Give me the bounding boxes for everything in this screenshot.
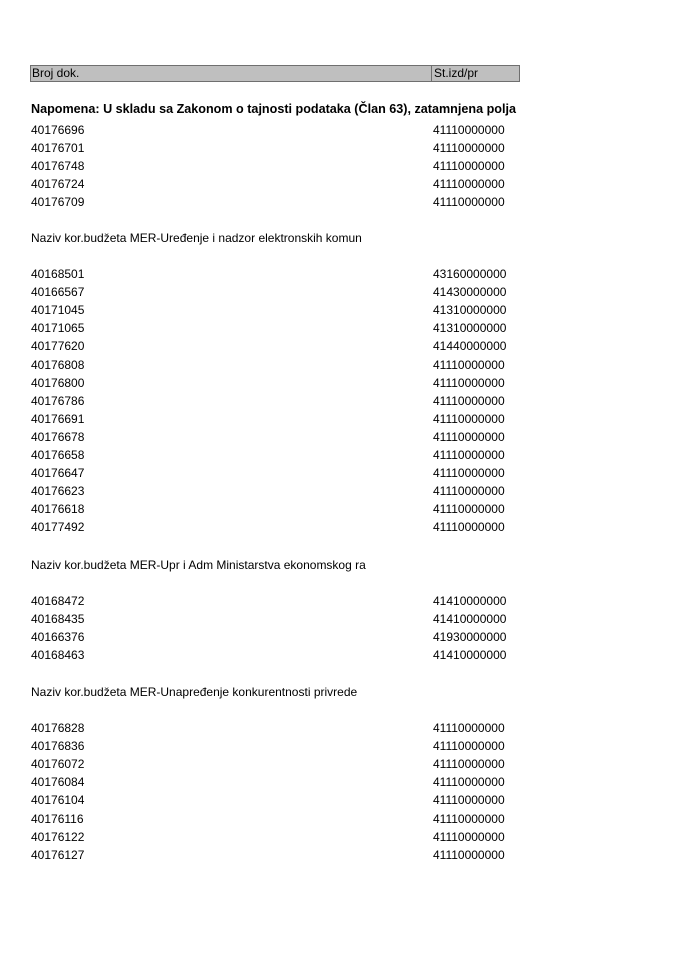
account-code: 41110000000 [433, 393, 505, 408]
document-number: 40176748 [31, 159, 85, 174]
table-row [31, 846, 521, 864]
account-code: 41110000000 [433, 793, 505, 808]
account-code: 41110000000 [433, 429, 505, 444]
account-code: 41110000000 [433, 811, 505, 826]
document-number: 40176116 [31, 811, 84, 826]
table-row [31, 319, 521, 337]
document-number: 40176104 [31, 793, 85, 808]
table-row [31, 374, 521, 392]
table-row [31, 755, 521, 773]
table-row [31, 446, 521, 464]
account-code: 41110000000 [433, 520, 505, 535]
account-code: 41430000000 [433, 285, 507, 300]
table-row [31, 301, 521, 319]
table-row [31, 518, 521, 536]
table-row [31, 337, 521, 355]
document-number: 40168472 [31, 594, 85, 608]
account-code: 41110000000 [433, 775, 505, 790]
table-row [31, 193, 521, 211]
table-row [31, 628, 521, 646]
table-row [31, 500, 521, 518]
account-code: 41110000000 [433, 177, 505, 192]
account-code: 41110000000 [433, 847, 505, 862]
document-number: 40176701 [31, 141, 85, 156]
table-row [31, 592, 521, 610]
table-row [31, 482, 521, 500]
document-number: 40177492 [31, 520, 85, 535]
document-number: 40171045 [31, 303, 85, 318]
table-row [31, 157, 521, 175]
document-number: 40166567 [31, 285, 85, 300]
account-code: 41310000000 [433, 321, 507, 336]
table-row [31, 283, 521, 301]
table-row [31, 810, 521, 828]
table-row [31, 610, 521, 628]
account-code: 41110000000 [433, 141, 505, 156]
document-number: 40176709 [31, 195, 85, 210]
document-number: 40176786 [31, 393, 85, 408]
account-code: 41110000000 [433, 502, 505, 517]
account-code: 41110000000 [433, 721, 505, 735]
account-code: 41410000000 [433, 612, 507, 627]
document-number: 40176800 [31, 375, 85, 390]
document-number: 40176072 [31, 757, 85, 772]
document-number: 40171065 [31, 321, 85, 336]
document-number: 40168501 [31, 267, 85, 281]
account-code: 41310000000 [433, 303, 507, 318]
table-row [31, 410, 521, 428]
document-number: 40176828 [31, 721, 85, 735]
table-row [31, 828, 521, 846]
account-code: 41110000000 [433, 484, 505, 499]
table-row [31, 428, 521, 446]
account-code: 41110000000 [433, 448, 505, 462]
account-code: 41110000000 [433, 123, 505, 137]
account-code: 41110000000 [433, 411, 505, 426]
document-number: 40176658 [31, 448, 85, 462]
account-code: 41110000000 [433, 739, 505, 754]
table-row [31, 265, 521, 283]
section-title: Naziv kor.budžeta MER-Upr i Adm Ministarstva ekonomskog ra [31, 558, 366, 572]
column-header-bar [30, 65, 520, 82]
document-number: 40176122 [31, 829, 85, 844]
section-title: Naziv kor.budžeta MER-Unapređenje konkurentnosti privrede [31, 685, 358, 699]
account-code: 41110000000 [433, 466, 505, 481]
account-code: 41440000000 [433, 339, 507, 354]
column-header-doc: Broj dok. [32, 66, 80, 80]
document-number: 40168463 [31, 648, 85, 663]
column-header-code: St.izd/pr [431, 66, 522, 81]
account-code: 41110000000 [433, 375, 505, 390]
document-number: 40166376 [31, 630, 85, 645]
confidentiality-note: Napomena: U skladu sa Zakonom o tajnosti podataka (Član 63), zatamnjena polja [31, 102, 516, 116]
account-code: 41930000000 [433, 630, 507, 645]
table-row [31, 737, 521, 755]
table-row [31, 356, 521, 374]
document-number: 40176691 [31, 411, 85, 426]
account-code: 43160000000 [433, 267, 507, 281]
document-number: 40176623 [31, 484, 85, 499]
table-row [31, 464, 521, 482]
account-code: 41110000000 [433, 357, 505, 372]
document-number: 40176647 [31, 466, 85, 481]
document-number: 40176127 [31, 847, 85, 862]
document-number: 40176724 [31, 177, 85, 192]
document-number: 40168435 [31, 612, 85, 627]
account-code: 41110000000 [433, 195, 505, 210]
document-number: 40176678 [31, 429, 85, 444]
table-row [31, 791, 521, 809]
account-code: 41110000000 [433, 829, 505, 844]
account-code: 41110000000 [433, 159, 505, 174]
table-row [31, 139, 521, 157]
document-number: 40176836 [31, 739, 85, 754]
document-number: 40176696 [31, 123, 85, 137]
table-row [31, 719, 521, 737]
account-code: 41110000000 [433, 757, 505, 772]
table-row [31, 646, 521, 664]
document-number: 40176808 [31, 357, 85, 372]
document-number: 40176618 [31, 502, 85, 517]
account-code: 41410000000 [433, 594, 507, 608]
document-number: 40176084 [31, 775, 85, 790]
table-row [31, 121, 521, 139]
section-title: Naziv kor.budžeta MER-Uređenje i nadzor elektronskih komun [31, 231, 362, 245]
document-number: 40177620 [31, 339, 85, 354]
account-code: 41410000000 [433, 648, 507, 663]
table-row [31, 773, 521, 791]
table-row [31, 392, 521, 410]
table-row [31, 175, 521, 193]
